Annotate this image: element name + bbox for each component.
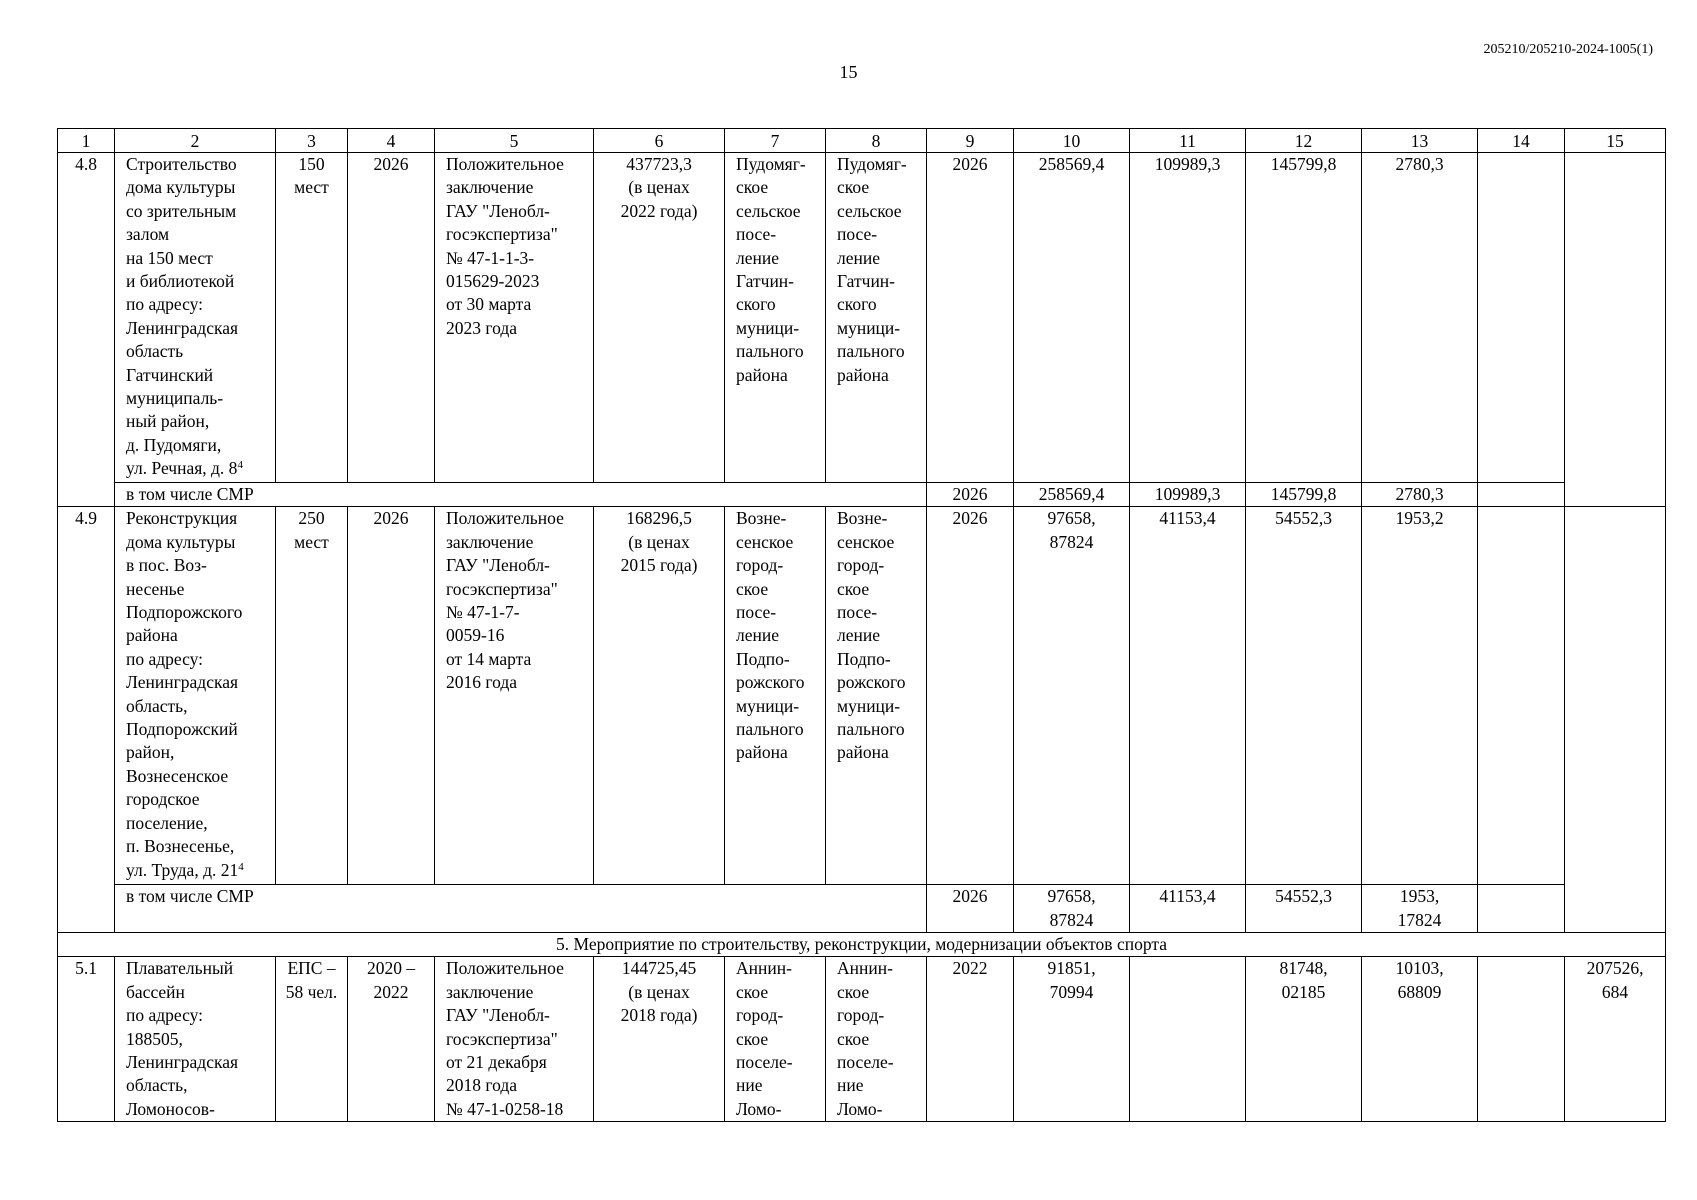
smr-col14	[1478, 483, 1565, 507]
capacity: 150 мест	[276, 153, 348, 483]
local-amount: 1953,2	[1362, 507, 1478, 885]
col-header: 11	[1130, 129, 1246, 153]
col-header: 8	[826, 129, 927, 153]
row-number: 4.9	[58, 507, 115, 933]
regional-amount: 145799,8	[1246, 153, 1362, 483]
col-header: 15	[1565, 129, 1666, 153]
owner: Пудомяг- ское сельское посе- ление Гатчин- ского муници- пального района	[826, 153, 927, 483]
owner: Аннин- ское город- ское поселе- ние Ломо-	[826, 957, 927, 1122]
expertise: Положительное заключение ГАУ "Ленобл- госэкспертиза" № 47-1-1-3- 015629-2023 от 30 марта 2023 года	[435, 153, 594, 483]
financing-year: 2026	[927, 507, 1014, 885]
customer: Аннин- ское город- ское поселе- ние Ломо-	[725, 957, 826, 1122]
financing-year: 2026	[927, 153, 1014, 483]
object-name-text: Строительство дома культуры со зрительным залом на 150 мест и библиотекой по адресу: Ленинградская область Гатчинский муниципаль- ный район, д. Пудомяги, ул. Речная, д. 8	[126, 154, 239, 479]
smr-federal: 109989,3	[1130, 483, 1246, 507]
col-header: 10	[1014, 129, 1130, 153]
smr-regional: 145799,8	[1246, 483, 1362, 507]
col15-value	[1565, 507, 1666, 933]
local-amount: 2780,3	[1362, 153, 1478, 483]
federal-amount: 109989,3	[1130, 153, 1246, 483]
col14-value	[1478, 153, 1565, 483]
total-amount: 97658, 87824	[1014, 507, 1130, 885]
column-number-row	[58, 129, 1666, 153]
footnote-ref: 4	[237, 459, 243, 472]
smr-local: 2780,3	[1362, 483, 1478, 507]
estimated-cost: 168296,5 (в ценах 2015 года)	[594, 507, 725, 885]
col15-value	[1565, 153, 1666, 507]
col-header: 14	[1478, 129, 1565, 153]
smr-total: 258569,4	[1014, 483, 1130, 507]
smr-row	[58, 483, 1666, 507]
customer: Возне- сенское город- ское посе- ление Подпо- рожского муници- пального района	[725, 507, 826, 885]
smr-year: 2026	[927, 483, 1014, 507]
col15-value: 207526, 684	[1565, 957, 1666, 1122]
capacity: ЕПС – 58 чел.	[276, 957, 348, 1122]
col14-value	[1478, 507, 1565, 885]
footnote-ref: 4	[238, 860, 244, 873]
col-header: 3	[276, 129, 348, 153]
build-year: 2020 – 2022	[348, 957, 435, 1122]
col-header: 12	[1246, 129, 1362, 153]
row-number: 4.8	[58, 153, 115, 507]
build-year: 2026	[348, 153, 435, 483]
smr-regional: 54552,3	[1246, 885, 1362, 933]
owner: Возне- сенское город- ское посе- ление Подпо- рожского муници- пального района	[826, 507, 927, 885]
capacity: 250 мест	[276, 507, 348, 885]
smr-label: в том числе СМР	[115, 483, 927, 507]
customer: Пудомяг- ское сельское посе- ление Гатчин- ского муници- пального района	[725, 153, 826, 483]
expertise: Положительное заключение ГАУ "Ленобл- госэкспертиза" от 21 декабря 2018 года № 47-1-0258-18	[435, 957, 594, 1122]
object-name: Плавательный бассейн по адресу: 188505, Ленинградская область, Ломоносов-	[115, 957, 276, 1122]
page-number: 15	[839, 62, 858, 82]
col-header: 6	[594, 129, 725, 153]
smr-row	[58, 885, 1666, 933]
local-amount: 10103, 68809	[1362, 957, 1478, 1122]
object-name-text: Реконструкция дома культуры в пос. Воз- несенье Подпорожского района по адресу: Ленинградская область, Подпорожский район, Вознесенское городское поселение, п. Вознесенье, ул. Труда, д. 21	[126, 508, 243, 880]
col-header: 4	[348, 129, 435, 153]
table-row	[58, 957, 1666, 1122]
objects-table	[57, 128, 1666, 1122]
col-header: 7	[725, 129, 826, 153]
expertise: Положительное заключение ГАУ "Ленобл- госэкспертиза" № 47-1-7- 0059-16 от 14 марта 2016 года	[435, 507, 594, 885]
col-header: 2	[115, 129, 276, 153]
section-row	[58, 933, 1666, 957]
smr-federal: 41153,4	[1130, 885, 1246, 933]
smr-label: в том числе СМР	[115, 885, 927, 933]
col-header: 9	[927, 129, 1014, 153]
regional-amount: 54552,3	[1246, 507, 1362, 885]
federal-amount: 41153,4	[1130, 507, 1246, 885]
col-header: 13	[1362, 129, 1478, 153]
object-name	[115, 507, 276, 885]
object-name	[115, 153, 276, 483]
col-header: 5	[435, 129, 594, 153]
estimated-cost: 144725,45 (в ценах 2018 года)	[594, 957, 725, 1122]
col14-value	[1478, 957, 1565, 1122]
regional-amount: 81748, 02185	[1246, 957, 1362, 1122]
total-amount: 258569,4	[1014, 153, 1130, 483]
build-year: 2026	[348, 507, 435, 885]
section-title: 5. Мероприятие по строительству, реконструкции, модернизации объектов спорта	[58, 933, 1666, 957]
federal-amount	[1130, 957, 1246, 1122]
col-header: 1	[58, 129, 115, 153]
smr-local: 1953, 17824	[1362, 885, 1478, 933]
smr-col14	[1478, 885, 1565, 933]
table-row	[58, 153, 1666, 483]
table-row	[58, 507, 1666, 885]
row-number: 5.1	[58, 957, 115, 1122]
financing-year: 2022	[927, 957, 1014, 1122]
smr-year: 2026	[927, 885, 1014, 933]
document-id: 205210/205210-2024-1005(1)	[1483, 42, 1653, 57]
smr-total: 97658, 87824	[1014, 885, 1130, 933]
estimated-cost: 437723,3 (в ценах 2022 года)	[594, 153, 725, 483]
total-amount: 91851, 70994	[1014, 957, 1130, 1122]
